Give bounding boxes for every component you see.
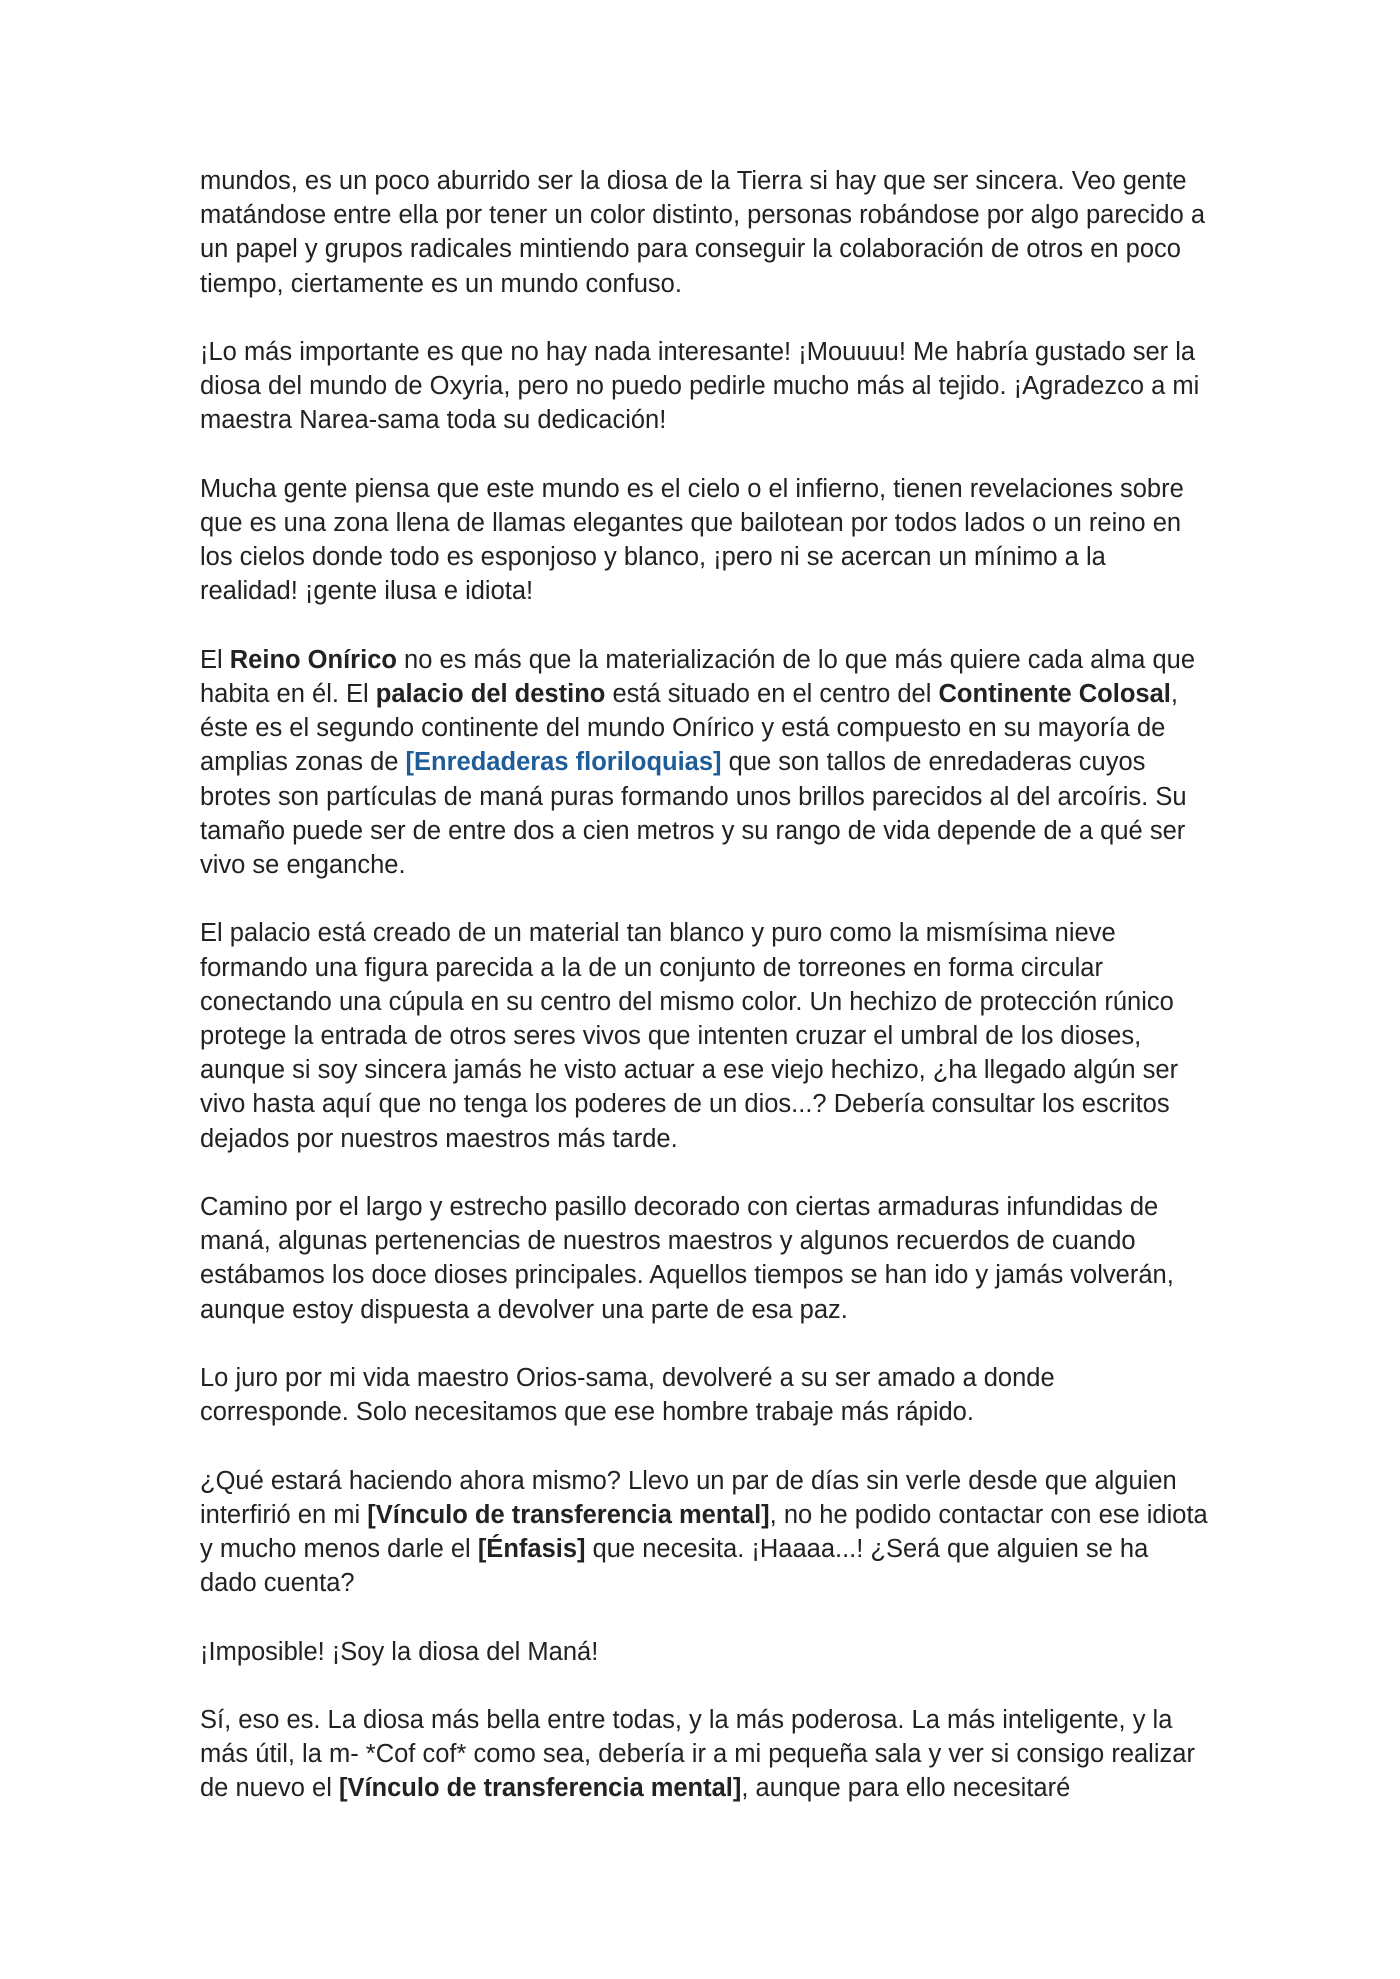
document-body	[200, 164, 1210, 1806]
text-run: está situado en el centro del	[605, 680, 939, 708]
text-run: Mucha gente piensa que este mundo es el cielo o el infierno, tienen revelaciones sobre que es una zona llena de llamas elegantes que bailotean por todos lados o un reino en los cielos donde todo es esponjoso y blanco, ¡pero ni se acercan un mínimo a la realidad! ¡gente ilusa e idiota!	[200, 474, 1184, 606]
paragraph-7	[200, 1361, 1210, 1429]
paragraph-4	[200, 643, 1210, 882]
text-run: Camino por el largo y estrecho pasillo decorado con ciertas armaduras infundidas de maná, algunas pertenencias de nuestros maestros y algunos recuerdos de cuando estábamos los doce dioses principales. Aquellos tiempos se han ido y jamás volverán, aunque estoy dispuesta a devolver una parte de esa paz.	[200, 1193, 1174, 1324]
text-run: no es más que la materialización de lo que más quiere cada alma que habita en él. El	[200, 645, 1195, 708]
highlighted-term: [Enredaderas floriloquias]	[405, 748, 722, 777]
text-run: El palacio está creado de un material tan blanco y puro como la mismísima nieve formando una figura parecida a la de un conjunto de torreones en forma circular conectando una cúpula en su centro del mismo color. Un hechizo de protección rúnico protege la entrada de otros seres vivos que intenten cruzar el umbral de los dioses, aunque si soy sincera jamás he visto actuar a ese viejo hechizo, ¿ha llegado algún ser vivo hasta aquí que no tenga los poderes de un dios...? Debería consultar los escritos dejados por nuestros maestros más tarde.	[200, 919, 1179, 1153]
paragraph-5	[200, 916, 1210, 1155]
text-run: ¿Qué estará haciendo ahora mismo? Llevo un par de días sin verle desde que alguien interfirió en mi	[200, 1466, 1177, 1529]
text-run: mundos, es un poco aburrido ser la diosa de la Tierra si hay que ser sincera. Veo gente matándose entre ella por tener un color distinto, personas robándose por algo parecido a un papel y grupos radicales mintiendo para conseguir la colaboración de otros en poco tiempo, ciertamente es un mundo confuso.	[200, 167, 1206, 298]
bold-term: Continente Colosal	[938, 680, 1171, 708]
text-run: Sí, eso es. La diosa más bella entre todas, y la más poderosa. La más inteligente, y la más útil, la m- *Cof cof* como sea, debería ir a mi pequeña sala y ver si consigo realizar de nuevo el	[200, 1706, 1195, 1803]
text-run: , aunque para ello necesitaré	[741, 1774, 1071, 1803]
paragraph-1	[200, 164, 1210, 301]
bold-term: Reino Onírico	[229, 645, 397, 674]
text-run: que son tallos de enredaderas cuyos brotes son partículas de maná puras formando unos brillos parecidos al del arcoíris. Su tamaño puede ser de entre dos a cien metros y su rango de vida depende de a qué ser vivo se enganche.	[200, 748, 1187, 880]
text-run: El	[200, 645, 230, 674]
text-run: Lo juro por mi vida maestro Orios-sama, devolveré a su ser amado a donde corresponde. Solo necesitamos que ese hombre trabaje más rápido.	[200, 1364, 1055, 1427]
paragraph-3	[200, 472, 1210, 609]
paragraph-8	[200, 1464, 1210, 1601]
paragraph-6	[200, 1190, 1210, 1327]
text-run: , éste es el segundo continente del mundo Onírico y está compuesto en su mayoría de amplias zonas de	[200, 680, 1178, 777]
paragraph-10	[200, 1703, 1210, 1806]
text-run: que necesita. ¡Haaaa...! ¿Será que alguien se ha dado cuenta?	[200, 1535, 1149, 1598]
bold-term: [Vínculo de transferencia mental]	[367, 1500, 770, 1529]
paragraph-9	[200, 1635, 1210, 1669]
text-run: , no he podido contactar con ese idiota y mucho menos darle el	[200, 1500, 1208, 1564]
bold-term: [Énfasis]	[477, 1535, 586, 1564]
text-run: ¡Lo más importante es que no hay nada interesante! ¡Mouuuu! Me habría gustado ser la diosa del mundo de Oxyria, pero no puedo pedirle mucho más al tejido. ¡Agradezco a mi maestra Narea-sama toda su dedicación!	[200, 338, 1200, 435]
paragraph-2	[200, 335, 1210, 438]
bold-term: palacio del destino	[375, 680, 606, 708]
text-run: ¡Imposible! ¡Soy la diosa del Maná!	[200, 1637, 599, 1666]
bold-term: [Vínculo de transferencia mental]	[338, 1774, 742, 1803]
